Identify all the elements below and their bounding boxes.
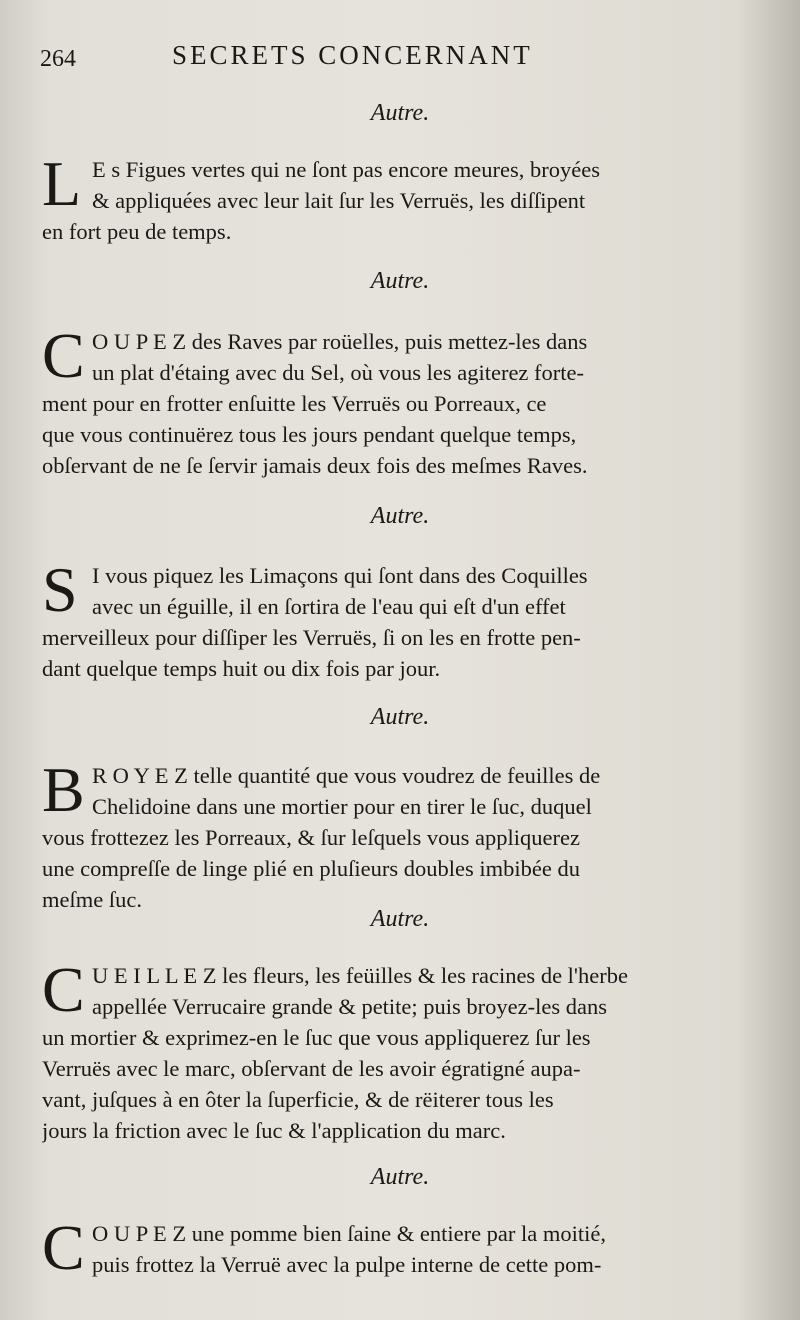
text-line: O U P E Z des Raves par roüelles, puis mettez-les dans	[92, 329, 588, 354]
text-line: Verruës avec le marc, obſervant de les avoir égratigné aupa-	[42, 1056, 581, 1081]
text-line: Chelidoine dans une mortier pour en tirer le ſuc, duquel	[92, 794, 592, 819]
text-line: avec un éguille, il en ſortira de l'eau qui eſt d'un effet	[92, 594, 566, 619]
drop-cap: C	[42, 954, 85, 1025]
paragraph-3	[42, 554, 722, 690]
text-line: vous frottezez les Porreaux, & ſur leſquels vous appliquerez	[42, 825, 580, 850]
section-heading: Autre.	[370, 100, 430, 126]
section-heading: Autre.	[370, 704, 430, 730]
text-line: une compreſſe de linge plié en pluſieurs doubles imbibée du	[42, 856, 580, 881]
text-line: en fort peu de temps.	[42, 219, 232, 244]
section-heading: Autre.	[370, 503, 430, 529]
paragraph-2	[42, 320, 722, 486]
text-line: ment pour en frotter enſuitte les Verruës ou Porreaux, ce	[42, 391, 547, 416]
text-line: E s Figues vertes qui ne ſont pas encore meures, broyées	[92, 157, 600, 182]
section-heading: Autre.	[370, 1164, 430, 1190]
section-heading: Autre.	[370, 268, 430, 294]
text-line: jours la friction avec le ſuc & l'application du marc.	[42, 1118, 506, 1143]
drop-cap: L	[42, 148, 82, 219]
text-line: dant quelque temps huit ou dix fois par jour.	[42, 656, 441, 681]
page-number: 264	[40, 46, 76, 72]
text-line: merveilleux pour diſſiper les Verruës, ſi on les en frotte pen-	[42, 625, 581, 650]
text-line: vant, juſques à en ôter la ſuperficie, & de rëiterer tous les	[42, 1087, 554, 1112]
text-line: que vous continuërez tous les jours pendant quelque temps,	[42, 422, 577, 447]
paragraph-6	[42, 1212, 722, 1288]
text-line: I vous piquez les Limaçons qui ſont dans des Coquilles	[92, 563, 588, 588]
section-heading: Autre.	[370, 906, 430, 932]
drop-cap: S	[42, 554, 78, 625]
text-line: un mortier & exprimez-en le ſuc que vous appliquerez ſur les	[42, 1025, 591, 1050]
running-head	[0, 40, 800, 80]
text-line: un plat d'étaing avec du Sel, où vous les agiterez forte-	[92, 360, 585, 385]
text-line: puis frottez la Verruë avec la pulpe interne de cette pom-	[92, 1252, 602, 1277]
text-line: appellée Verrucaire grande & petite; puis broyez-les dans	[92, 994, 607, 1019]
text-line: U E I L L E Z les fleurs, les feüilles & les racines de l'herbe	[92, 963, 628, 988]
drop-cap: C	[42, 1212, 85, 1283]
text-line: R O Y E Z telle quantité que vous voudrez de feuilles de	[92, 763, 601, 788]
text-line: & appliquées avec leur lait ſur les Verruës, les diſſipent	[92, 188, 586, 213]
text-line: meſme ſuc.	[42, 887, 142, 912]
running-title: SECRETS CONCERNANT	[172, 40, 533, 70]
text-line: obſervant de ne ſe ſervir jamais deux fois des meſmes Raves.	[42, 453, 588, 478]
paragraph-1	[42, 148, 722, 254]
paragraph-4	[42, 754, 722, 920]
drop-cap: B	[42, 754, 85, 825]
drop-cap: C	[42, 320, 85, 391]
paragraph-5	[42, 954, 722, 1150]
text-line: O U P E Z une pomme bien ſaine & entiere par la moitié,	[92, 1221, 607, 1246]
